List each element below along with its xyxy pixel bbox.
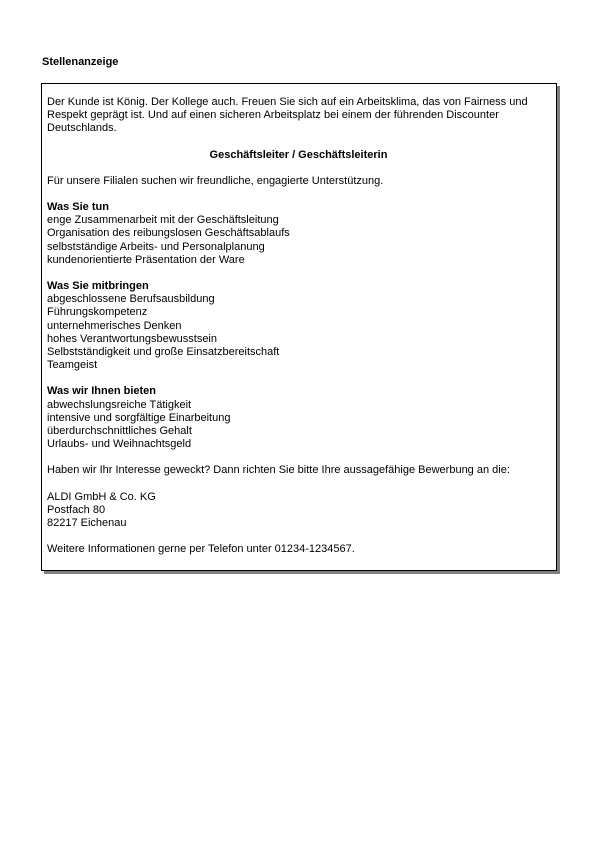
company-address — [47, 491, 550, 531]
section-heading: Was wir Ihnen bieten — [47, 385, 156, 398]
list-item: abgeschlossene Berufsausbildung — [47, 293, 215, 306]
list-item: enge Zusammenarbeit mit der Geschäftsleitung — [47, 214, 279, 227]
contact-info: Weitere Informationen gerne per Telefon unter 01234-1234567. — [47, 543, 355, 556]
spacer — [47, 372, 550, 385]
spacer — [47, 451, 550, 464]
tasks-list — [47, 214, 550, 267]
company-name: ALDI GmbH & Co. KG — [47, 490, 156, 503]
list-item: Organisation des reibungslosen Geschäftsablaufs — [47, 227, 290, 240]
section-heading: Was Sie tun — [47, 201, 109, 214]
list-item: unternehmerisches Denken — [47, 319, 182, 332]
list-item: Führungskompetenz — [47, 306, 148, 319]
call-to-action: Haben wir Ihr Interesse geweckt? Dann richten Sie bitte Ihre aussagefähige Bewerbung an die: — [47, 464, 510, 477]
job-ad-box — [41, 83, 557, 571]
section-benefits — [47, 385, 550, 451]
list-item: hohes Verantwortungsbewusstsein — [47, 332, 217, 345]
list-item: Selbstständigkeit und große Einsatzbereitschaft — [47, 346, 280, 359]
list-item: Urlaubs- und Weihnachtsgeld — [47, 438, 192, 451]
postal-city: 82217 Eichenau — [47, 517, 127, 530]
list-item: kundenorientierte Präsentation der Ware — [47, 253, 245, 266]
ad-intro: Der Kunde ist König. Der Kollege auch. Freuen Sie sich auf ein Arbeitsklima, das von Fairness und Respekt geprägt ist. Und auf einen sicheren Arbeitsplatz bei einem der führenden Discounter Deutschlands. — [47, 96, 528, 135]
list-item: intensive und sorgfältige Einarbeitung — [47, 411, 231, 424]
spacer — [47, 530, 550, 543]
job-title: Geschäftsleiter / Geschäftsleiterin — [209, 148, 388, 161]
po-box: Postfach 80 — [47, 503, 106, 516]
list-item: Teamgeist — [47, 359, 98, 372]
list-item: abwechslungsreiche Tätigkeit — [47, 398, 192, 411]
requirements-list — [47, 293, 550, 372]
spacer — [47, 478, 550, 491]
benefits-list — [47, 399, 550, 452]
section-requirements — [47, 280, 550, 372]
page-title: Stellenanzeige — [42, 56, 119, 68]
section-heading: Was Sie mitbringen — [47, 280, 149, 293]
list-item: überdurchschnittliches Gehalt — [47, 425, 192, 438]
spacer — [47, 188, 550, 201]
spacer — [47, 162, 550, 175]
spacer — [47, 267, 550, 280]
section-tasks — [47, 201, 550, 267]
list-item: selbstständige Arbeits- und Personalplanung — [47, 240, 265, 253]
ad-subtitle: Für unsere Filialen suchen wir freundliche, engagierte Unterstützung. — [47, 174, 384, 187]
